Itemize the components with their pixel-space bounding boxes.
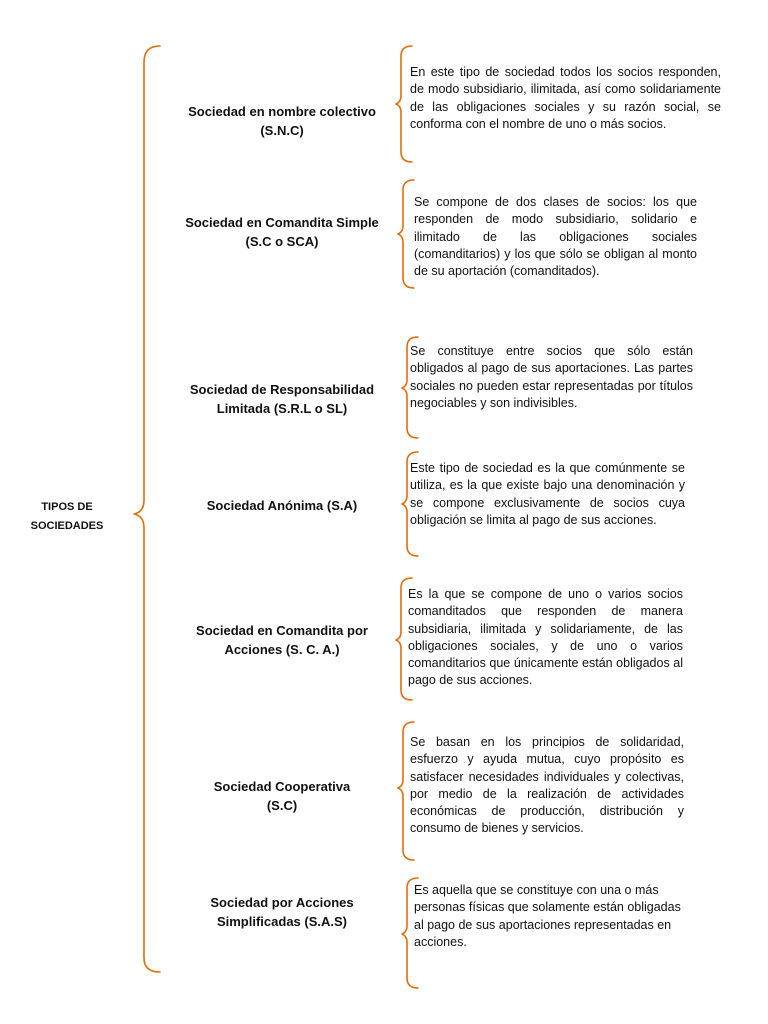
description-srl: Se constituye entre socios que sólo están obligados al pago de sus aportaciones. Las partes sociales no pueden estar representadas por títulos negociables y son indivisibles. — [410, 344, 693, 410]
root-label-line2: SOCIEDADES — [30, 520, 104, 532]
type-name-line1: Sociedad de Responsabilidad — [189, 382, 375, 397]
type-label-sa — [162, 496, 402, 515]
type-label-snc — [162, 102, 402, 140]
main-bracket — [134, 46, 160, 972]
type-name-line2: (S.C) — [266, 798, 298, 813]
type-label-sca — [162, 213, 402, 251]
type-name-line2: (S.N.C) — [260, 123, 304, 138]
type-name-line1: Sociedad Cooperativa — [213, 779, 351, 794]
type-label-sca2 — [162, 621, 402, 659]
type-name-line1: Sociedad por Acciones — [210, 895, 354, 910]
type-label-sas — [162, 893, 402, 931]
type-name-line2: Limitada (S.R.L o SL) — [216, 401, 348, 416]
root-label-line1: TIPOS DE — [41, 501, 93, 513]
type-label-sc — [162, 777, 402, 815]
type-name-line2: Acciones (S. C. A.) — [224, 642, 340, 657]
description-sc: Se basan en los principios de solidaridad, esfuerzo y ayuda mutua, cuyo propósito es satisfacer necesidades individuales y colectivas, por medio de la realización de actividades económicas de producción, distribución y consumo de bienes y servicios. — [410, 735, 684, 836]
type-name-line2: Simplificadas (S.A.S) — [216, 914, 348, 929]
description-sca2: Es la que se compone de uno o varios socios comanditados que responden de manera subsidiaria, ilimitada y solidariamente, de las obligaciones sociales, y de uno o varios comanditarios que únicamente están obligados al pago de sus acciones. — [408, 587, 683, 688]
root-label — [22, 498, 112, 536]
type-label-srl — [162, 380, 402, 418]
type-name-line1: Sociedad en Comandita por — [196, 623, 368, 638]
type-name-line1: Sociedad en nombre colectivo — [188, 104, 376, 119]
type-name-line1: Sociedad en Comandita Simple — [185, 215, 379, 230]
description-sas: Es aquella que se constituye con una o más personas físicas que solamente están obligadas al pago de sus aportaciones representadas en acciones. — [414, 883, 681, 949]
type-name-line2: (S.C o SCA) — [245, 234, 319, 249]
description-sa: Este tipo de sociedad es la que comúnmente se utiliza, es la que existe bajo una denominación y se compone exclusivamente de socios cuya obligación se limita al pago de sus acciones. — [410, 461, 685, 527]
description-snc: En este tipo de sociedad todos los socios responden, de modo subsidiario, ilimitada, así como solidariamente de las obligaciones sociales y su razón social, se conforma con el nombre de uno o más socios. — [410, 65, 721, 131]
description-sca: Se compone de dos clases de socios: los que responden de modo subsidiario, solidario e ilimitado de las obligaciones sociales (comanditarios) y los que sólo se obligan al monto de su aportación (comanditados). — [414, 195, 697, 279]
type-name-line1: Sociedad Anónima (S.A) — [206, 498, 358, 513]
